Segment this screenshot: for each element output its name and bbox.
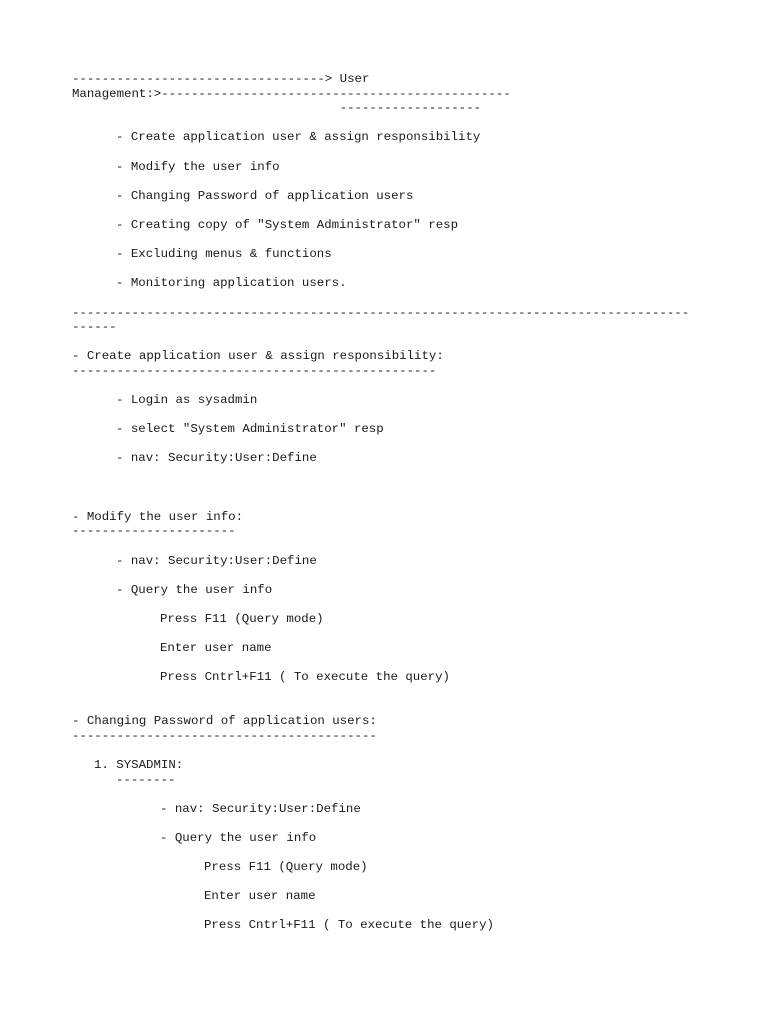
step-item: - Query the user info [116, 582, 273, 597]
overview-item: - Creating copy of "System Administrator" resp [116, 217, 459, 232]
section-underline: ---------------------- [72, 524, 236, 539]
overview-item: - Create application user & assign responsibility [116, 130, 481, 145]
section-create-user [72, 349, 712, 466]
step-item: - Login as sysadmin [116, 393, 258, 408]
overview-item: - Changing Password of application users [116, 188, 414, 203]
substep-item: Enter user name [204, 889, 316, 904]
document-header [72, 72, 712, 116]
numbered-item-title: 1. SYSADMIN: [94, 757, 184, 772]
overview-item: - Modify the user info [116, 159, 280, 174]
section-title: - Create application user & assign responsibility: [72, 349, 444, 364]
substep-item: Press Cntrl+F11 ( To execute the query) [204, 918, 494, 933]
substep-item: Press F11 (Query mode) [160, 611, 324, 626]
header-line-1: ----------------------------------> User [72, 72, 370, 86]
section-underline: ------------------------------------------------- [72, 363, 437, 378]
substep-item: Press Cntrl+F11 ( To execute the query) [160, 670, 450, 685]
step-item: - nav: Security:User:Define [160, 801, 361, 816]
separator-line-2: ------ [72, 320, 117, 335]
section-separator [72, 306, 712, 335]
section-underline: ----------------------------------------- [72, 728, 377, 743]
document-page [72, 72, 712, 933]
overview-list [72, 130, 712, 291]
separator-line-1: ----------------------------------------------------------------------------------- [72, 305, 690, 320]
step-item: - nav: Security:User:Define [116, 553, 317, 568]
section-title: - Modify the user info: [72, 509, 244, 524]
section-title: - Changing Password of application users: [72, 714, 377, 729]
substep-item: Press F11 (Query mode) [204, 860, 368, 875]
section-change-password [72, 714, 712, 933]
numbered-item-underline: -------- [116, 772, 176, 787]
step-item: - Query the user info [160, 830, 317, 845]
header-line-3: ------------------- [72, 101, 481, 116]
step-item: - select "System Administrator" resp [116, 422, 384, 437]
substep-item: Enter user name [160, 641, 272, 656]
header-line-2: Management:>----------------------------------------------- [72, 86, 511, 101]
overview-item: - Excluding menus & functions [116, 247, 332, 262]
overview-item: - Monitoring application users. [116, 276, 347, 291]
section-modify-user [72, 510, 712, 685]
step-item: - nav: Security:User:Define [116, 451, 317, 466]
